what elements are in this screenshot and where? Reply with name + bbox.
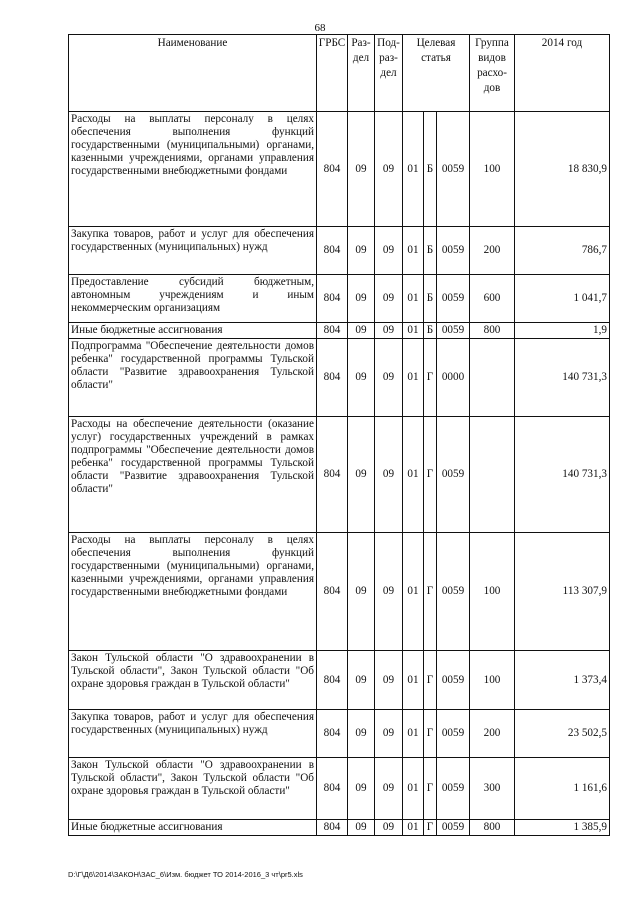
row-razdel: 09 xyxy=(348,339,375,417)
row-amount: 113 307,9 xyxy=(515,533,610,651)
row-group xyxy=(470,417,515,533)
table-row xyxy=(69,227,610,275)
row-target-subprogram: Б xyxy=(424,275,437,323)
table-row xyxy=(69,323,610,339)
row-amount: 786,7 xyxy=(515,227,610,275)
row-target-code: 0059 xyxy=(437,758,470,820)
row-target-program: 01 xyxy=(403,323,424,339)
row-razdel: 09 xyxy=(348,275,375,323)
row-razdel: 09 xyxy=(348,651,375,710)
row-target-program: 01 xyxy=(403,820,424,836)
row-target-code: 0059 xyxy=(437,323,470,339)
page-number: 68 xyxy=(314,22,326,34)
row-podrazdel: 09 xyxy=(375,758,403,820)
row-group: 200 xyxy=(470,710,515,758)
row-podrazdel: 09 xyxy=(375,820,403,836)
row-amount: 1 373,4 xyxy=(515,651,610,710)
row-grbs: 804 xyxy=(317,112,348,227)
row-target-program: 01 xyxy=(403,417,424,533)
row-target-subprogram: Б xyxy=(424,112,437,227)
footer-path: D:\Г\Д6\2014\ЗАКОН\ЗАС_6\Изм. бюджет ТО 2014-2016_3 чт\pr5.xls xyxy=(68,870,303,879)
row-target-code: 0000 xyxy=(437,339,470,417)
row-grbs: 804 xyxy=(317,710,348,758)
row-amount: 140 731,3 xyxy=(515,417,610,533)
row-target-code: 0059 xyxy=(437,417,470,533)
row-name: Иные бюджетные ассигнования xyxy=(69,323,317,339)
row-group: 300 xyxy=(470,758,515,820)
row-amount: 1 161,6 xyxy=(515,758,610,820)
row-target-code: 0059 xyxy=(437,651,470,710)
row-target-program: 01 xyxy=(403,339,424,417)
row-group xyxy=(470,339,515,417)
row-group: 600 xyxy=(470,275,515,323)
header-name: Наименование xyxy=(69,35,317,112)
row-target-program: 01 xyxy=(403,275,424,323)
header-target: Целевая статья xyxy=(403,35,470,112)
row-podrazdel: 09 xyxy=(375,323,403,339)
row-target-subprogram: Г xyxy=(424,758,437,820)
row-target-subprogram: Г xyxy=(424,533,437,651)
row-grbs: 804 xyxy=(317,339,348,417)
header-razdel: Раз- дел xyxy=(348,35,375,112)
table-row xyxy=(69,112,610,227)
row-name: Закупка товаров, работ и услуг для обеспечения государственных (муниципальных) нужд xyxy=(69,710,317,758)
row-podrazdel: 09 xyxy=(375,339,403,417)
table-row xyxy=(69,339,610,417)
row-amount: 1 385,9 xyxy=(515,820,610,836)
row-amount: 23 502,5 xyxy=(515,710,610,758)
header-podrazdel: Под- раз- дел xyxy=(375,35,403,112)
row-grbs: 804 xyxy=(317,323,348,339)
row-grbs: 804 xyxy=(317,758,348,820)
row-grbs: 804 xyxy=(317,820,348,836)
row-amount: 18 830,9 xyxy=(515,112,610,227)
row-group: 800 xyxy=(470,820,515,836)
row-name: Предоставление субсидий бюджетным, автономным учреждениям и иным некоммерческим организациям xyxy=(69,275,317,323)
row-group: 800 xyxy=(470,323,515,339)
row-target-program: 01 xyxy=(403,710,424,758)
row-target-subprogram: Г xyxy=(424,820,437,836)
row-amount: 1 041,7 xyxy=(515,275,610,323)
row-target-program: 01 xyxy=(403,758,424,820)
row-razdel: 09 xyxy=(348,227,375,275)
row-razdel: 09 xyxy=(348,820,375,836)
row-name: Расходы на выплаты персоналу в целях обеспечения выполнения функций государственными (муниципальными) органами, казенными учреждениями, органами управления государственными внебюджетными фондами xyxy=(69,112,317,227)
row-target-code: 0059 xyxy=(437,820,470,836)
row-name: Расходы на выплаты персоналу в целях обеспечения выполнения функций государственными (муниципальными) органами, казенными учреждениями, органами управления государственными внебюджетными фондами xyxy=(69,533,317,651)
row-target-code: 0059 xyxy=(437,227,470,275)
row-name: Закон Тульской области "О здравоохранении в Тульской области", Закон Тульской области "Об охране здоровья граждан в Тульской области" xyxy=(69,758,317,820)
row-amount: 140 731,3 xyxy=(515,339,610,417)
row-grbs: 804 xyxy=(317,275,348,323)
row-group: 200 xyxy=(470,227,515,275)
row-podrazdel: 09 xyxy=(375,710,403,758)
row-group: 100 xyxy=(470,112,515,227)
table-body xyxy=(69,112,610,836)
row-razdel: 09 xyxy=(348,112,375,227)
header-grbs: ГРБС xyxy=(317,35,348,112)
row-name: Расходы на обеспечение деятельности (оказание услуг) государственных учреждений в рамках подпрограммы "Обеспечение деятельности домов ребенка" государственной программы Тульской области "Развитие здравоохранения Тульской области" xyxy=(69,417,317,533)
row-grbs: 804 xyxy=(317,533,348,651)
row-target-code: 0059 xyxy=(437,710,470,758)
row-target-subprogram: Г xyxy=(424,339,437,417)
table-row xyxy=(69,275,610,323)
header-year: 2014 год xyxy=(515,35,610,112)
table-row xyxy=(69,758,610,820)
row-target-code: 0059 xyxy=(437,275,470,323)
header-group: Группа видов расхо- дов xyxy=(470,35,515,112)
row-podrazdel: 09 xyxy=(375,112,403,227)
row-razdel: 09 xyxy=(348,323,375,339)
row-podrazdel: 09 xyxy=(375,651,403,710)
row-target-subprogram: Г xyxy=(424,417,437,533)
row-podrazdel: 09 xyxy=(375,417,403,533)
row-name: Закон Тульской области "О здравоохранении в Тульской области", Закон Тульской области "Об охране здоровья граждан в Тульской области" xyxy=(69,651,317,710)
table-row xyxy=(69,820,610,836)
row-amount: 1,9 xyxy=(515,323,610,339)
row-target-code: 0059 xyxy=(437,112,470,227)
row-name: Закупка товаров, работ и услуг для обеспечения государственных (муниципальных) нужд xyxy=(69,227,317,275)
table-row xyxy=(69,710,610,758)
row-grbs: 804 xyxy=(317,227,348,275)
row-grbs: 804 xyxy=(317,417,348,533)
row-grbs: 804 xyxy=(317,651,348,710)
row-name: Подпрограмма "Обеспечение деятельности домов ребенка" государственной программы Тульской области "Развитие здравоохранения Тульской области" xyxy=(69,339,317,417)
row-podrazdel: 09 xyxy=(375,275,403,323)
row-target-subprogram: Г xyxy=(424,651,437,710)
table-row xyxy=(69,417,610,533)
row-target-program: 01 xyxy=(403,112,424,227)
row-podrazdel: 09 xyxy=(375,533,403,651)
row-target-program: 01 xyxy=(403,227,424,275)
table-header-row xyxy=(69,35,610,112)
row-target-program: 01 xyxy=(403,651,424,710)
row-target-subprogram: Б xyxy=(424,323,437,339)
budget-table xyxy=(68,34,610,836)
row-razdel: 09 xyxy=(348,417,375,533)
row-target-program: 01 xyxy=(403,533,424,651)
row-group: 100 xyxy=(470,651,515,710)
table-row xyxy=(69,651,610,710)
row-target-code: 0059 xyxy=(437,533,470,651)
row-name: Иные бюджетные ассигнования xyxy=(69,820,317,836)
row-razdel: 09 xyxy=(348,533,375,651)
row-podrazdel: 09 xyxy=(375,227,403,275)
row-razdel: 09 xyxy=(348,758,375,820)
row-group: 100 xyxy=(470,533,515,651)
table-row xyxy=(69,533,610,651)
row-razdel: 09 xyxy=(348,710,375,758)
row-target-subprogram: Б xyxy=(424,227,437,275)
row-target-subprogram: Г xyxy=(424,710,437,758)
